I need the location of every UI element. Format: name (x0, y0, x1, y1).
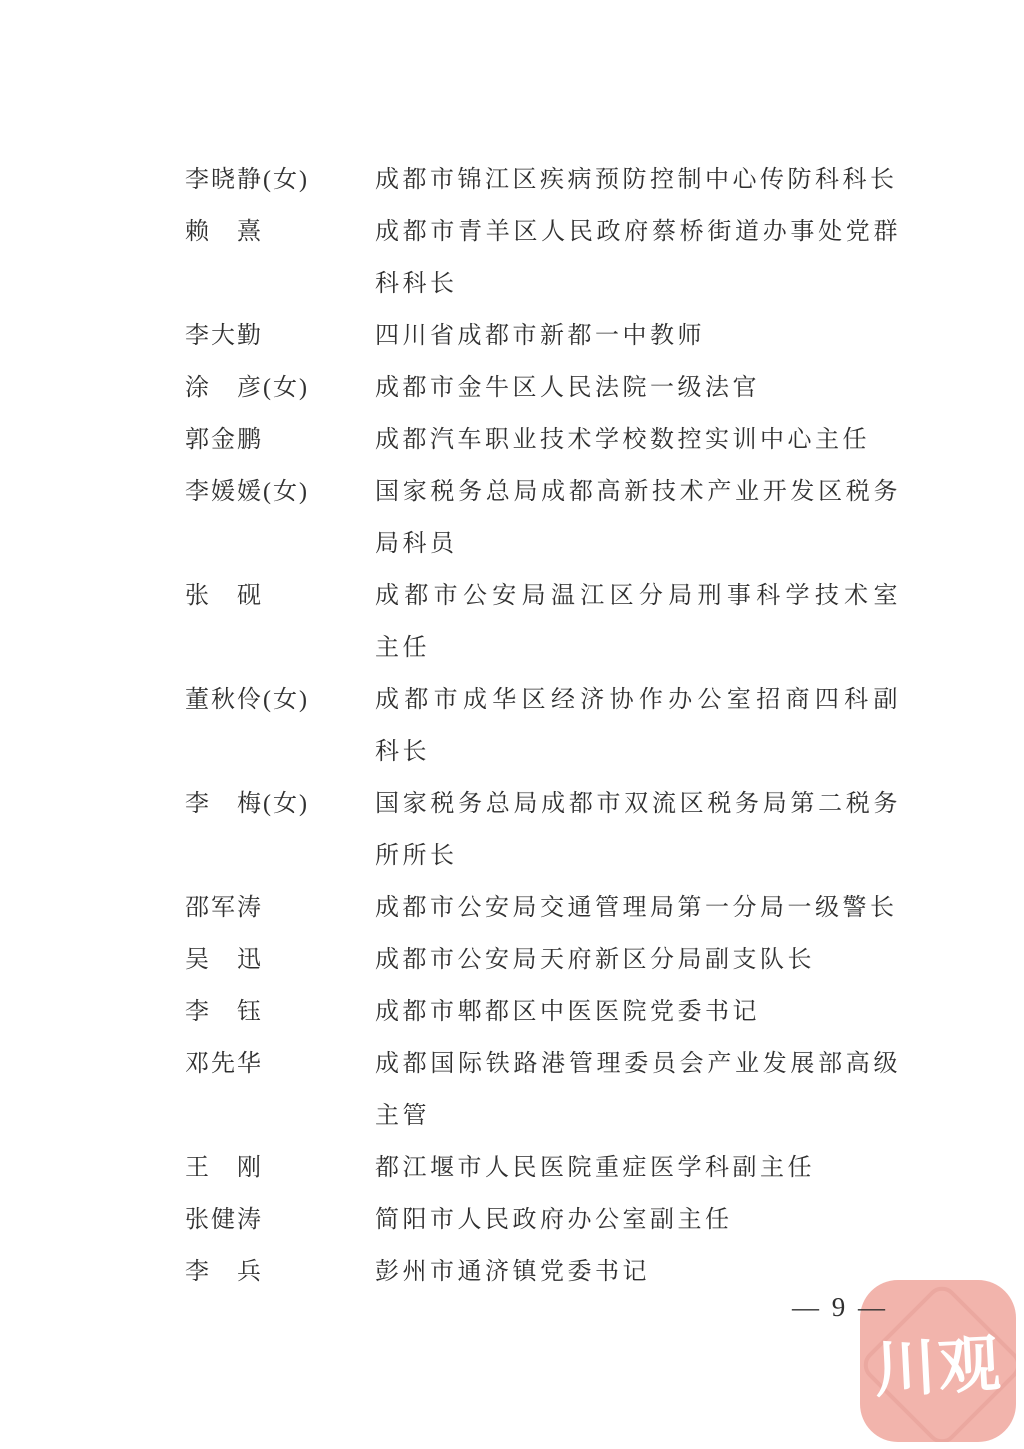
award-entry (185, 466, 901, 570)
person-title (375, 466, 901, 570)
person-title (375, 778, 901, 882)
award-entry (185, 362, 901, 414)
award-entry (185, 882, 901, 934)
person-name: 邵军涛 (185, 895, 263, 921)
title-line: 成都国际铁路港管理委员会产业发展部高级 (375, 1051, 901, 1077)
title-line: 成都汽车职业技术学校数控实训中心主任 (375, 427, 870, 453)
award-entry (185, 1142, 901, 1194)
person-title (375, 414, 901, 466)
person-title (375, 1194, 901, 1246)
person-title (375, 1142, 901, 1194)
person-title (375, 362, 901, 414)
title-line: 四川省成都市新都一中教师 (375, 323, 705, 349)
person-name: 李 梅(女) (185, 791, 309, 817)
person-name: 张 砚 (185, 583, 263, 609)
person-title (375, 934, 901, 986)
title-line: 科长 (375, 739, 430, 765)
person-name: 赖 熹 (185, 219, 263, 245)
award-entry (185, 570, 901, 674)
award-entry (185, 206, 901, 310)
title-line: 国家税务总局成都市双流区税务局第二税务 (375, 791, 901, 817)
award-entry (185, 778, 901, 882)
watermark-logo-text: 川观 (872, 1330, 1005, 1405)
award-list (185, 154, 901, 1298)
award-entry (185, 1246, 901, 1298)
title-line: 科科长 (375, 271, 458, 297)
person-name: 李 钰 (185, 999, 263, 1025)
award-entry (185, 154, 901, 206)
person-name: 李晓静(女) (185, 167, 309, 193)
award-entry (185, 674, 901, 778)
person-name: 张健涛 (185, 1207, 263, 1233)
title-line: 简阳市人民政府办公室副主任 (375, 1207, 733, 1233)
award-entry (185, 934, 901, 986)
award-entry (185, 414, 901, 466)
title-line: 局科员 (375, 531, 458, 557)
person-title (375, 674, 901, 778)
award-entry (185, 986, 901, 1038)
person-title (375, 206, 901, 310)
title-line: 主管 (375, 1103, 430, 1129)
title-line: 成都市青羊区人民政府蔡桥街道办事处党群 (375, 219, 901, 245)
title-line: 主任 (375, 635, 430, 661)
title-line: 成都市金牛区人民法院一级法官 (375, 375, 760, 401)
person-name: 李媛媛(女) (185, 479, 309, 505)
person-name: 邓先华 (185, 1051, 263, 1077)
person-title (375, 882, 901, 934)
person-name: 涂 彦(女) (185, 375, 309, 401)
person-title (375, 154, 901, 206)
title-line: 成都市锦江区疾病预防控制中心传防科科长 (375, 167, 898, 193)
award-entry (185, 1194, 901, 1246)
person-name: 李大勤 (185, 323, 263, 349)
title-line: 成都市公安局天府新区分局副支队长 (375, 947, 815, 973)
person-name: 李 兵 (185, 1259, 263, 1285)
person-name: 董秋伶(女) (185, 687, 309, 713)
title-line: 成都市成华区经济协作办公室招商四科副 (375, 687, 901, 713)
title-line: 彭州市通济镇党委书记 (375, 1259, 650, 1285)
page-number: — 9 — (792, 1292, 888, 1322)
award-entry (185, 310, 901, 362)
person-name: 吴 迅 (185, 947, 263, 973)
title-line: 所所长 (375, 843, 458, 869)
title-line: 成都市公安局温江区分局刑事科学技术室 (375, 583, 901, 609)
title-line: 都江堰市人民医院重症医学科副主任 (375, 1155, 815, 1181)
person-title (375, 986, 901, 1038)
person-name: 郭金鹏 (185, 427, 263, 453)
person-title (375, 570, 901, 674)
title-line: 成都市公安局交通管理局第一分局一级警长 (375, 895, 898, 921)
person-name: 王 刚 (185, 1155, 263, 1181)
person-title (375, 1038, 901, 1142)
award-entry (185, 1038, 901, 1142)
title-line: 成都市郫都区中医医院党委书记 (375, 999, 760, 1025)
person-title (375, 310, 901, 362)
title-line: 国家税务总局成都高新技术产业开发区税务 (375, 479, 901, 505)
person-title (375, 1246, 901, 1298)
